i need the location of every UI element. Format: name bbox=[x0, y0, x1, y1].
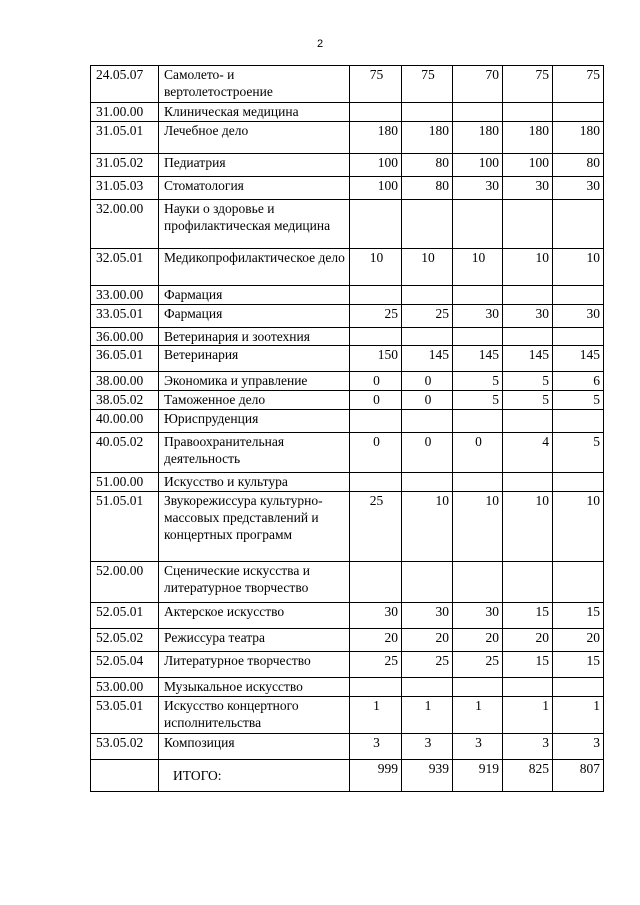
quota-value-1: 3 bbox=[350, 734, 402, 760]
specialty-code: 38.05.02 bbox=[91, 391, 159, 410]
specialty-name: Фармация bbox=[159, 286, 350, 305]
quota-value-5: 10 bbox=[553, 249, 604, 286]
quota-value-1 bbox=[350, 473, 402, 492]
table-row bbox=[91, 249, 604, 286]
table-row bbox=[91, 154, 604, 177]
specialty-code: 31.05.02 bbox=[91, 154, 159, 177]
specialty-name: Самолето- и вертолетостроение bbox=[159, 66, 350, 103]
table-row bbox=[91, 678, 604, 697]
quota-value-2 bbox=[402, 200, 453, 249]
quota-value-4 bbox=[503, 562, 553, 603]
quota-value-3: 5 bbox=[453, 372, 503, 391]
table-row bbox=[91, 473, 604, 492]
quota-value-4: 15 bbox=[503, 603, 553, 629]
specialty-name: Музыкальное искусство bbox=[159, 678, 350, 697]
specialty-code: 33.00.00 bbox=[91, 286, 159, 305]
quota-value-2 bbox=[402, 562, 453, 603]
quota-value-1: 0 bbox=[350, 391, 402, 410]
table-row bbox=[91, 433, 604, 473]
specialty-code: 53.00.00 bbox=[91, 678, 159, 697]
specialty-code bbox=[91, 760, 159, 792]
quota-value-1: 1 bbox=[350, 697, 402, 734]
quota-value-1: 100 bbox=[350, 177, 402, 200]
quota-value-1: 25 bbox=[350, 305, 402, 328]
quota-value-5: 15 bbox=[553, 652, 604, 678]
quota-value-2: 80 bbox=[402, 154, 453, 177]
quota-value-1: 0 bbox=[350, 433, 402, 473]
quota-value-1: 150 bbox=[350, 346, 402, 372]
quota-value-5 bbox=[553, 328, 604, 346]
quota-value-3: 180 bbox=[453, 122, 503, 154]
quota-value-4: 10 bbox=[503, 249, 553, 286]
quota-value-3: 0 bbox=[453, 433, 503, 473]
quota-value-5: 6 bbox=[553, 372, 604, 391]
specialty-name: Педиатрия bbox=[159, 154, 350, 177]
specialty-code: 40.05.02 bbox=[91, 433, 159, 473]
quota-value-2: 10 bbox=[402, 249, 453, 286]
table-row bbox=[91, 697, 604, 734]
specialty-code: 40.00.00 bbox=[91, 410, 159, 433]
specialty-code: 31.05.01 bbox=[91, 122, 159, 154]
admission-quota-table bbox=[90, 65, 604, 792]
quota-value-2: 30 bbox=[402, 603, 453, 629]
quota-value-3: 145 bbox=[453, 346, 503, 372]
quota-value-2 bbox=[402, 678, 453, 697]
specialty-code: 52.05.02 bbox=[91, 629, 159, 652]
quota-value-3: 10 bbox=[453, 492, 503, 562]
table-row bbox=[91, 391, 604, 410]
quota-value-5: 75 bbox=[553, 66, 604, 103]
quota-value-5: 5 bbox=[553, 391, 604, 410]
table-row bbox=[91, 328, 604, 346]
specialty-name: Звукорежиссура культурно-массовых представлений и концертных программ bbox=[159, 492, 350, 562]
specialty-name: Медикопрофилактическое дело bbox=[159, 249, 350, 286]
specialty-name: Режиссура театра bbox=[159, 629, 350, 652]
quota-value-3 bbox=[453, 286, 503, 305]
quota-value-4: 100 bbox=[503, 154, 553, 177]
quota-value-3: 70 bbox=[453, 66, 503, 103]
quota-value-5: 30 bbox=[553, 177, 604, 200]
quota-value-4: 20 bbox=[503, 629, 553, 652]
specialty-name: Юриспруденция bbox=[159, 410, 350, 433]
quota-value-2: 145 bbox=[402, 346, 453, 372]
quota-value-5: 20 bbox=[553, 629, 604, 652]
quota-value-4: 10 bbox=[503, 492, 553, 562]
quota-value-3: 1 bbox=[453, 697, 503, 734]
quota-value-5: 145 bbox=[553, 346, 604, 372]
quota-value-2: 0 bbox=[402, 391, 453, 410]
quota-value-4: 30 bbox=[503, 177, 553, 200]
quota-value-5 bbox=[553, 286, 604, 305]
quota-value-5: 807 bbox=[553, 760, 604, 792]
quota-value-1 bbox=[350, 328, 402, 346]
table-row bbox=[91, 66, 604, 103]
quota-value-2 bbox=[402, 473, 453, 492]
specialty-code: 24.05.07 bbox=[91, 66, 159, 103]
quota-value-4: 180 bbox=[503, 122, 553, 154]
quota-value-4 bbox=[503, 286, 553, 305]
specialty-name: Клиническая медицина bbox=[159, 103, 350, 122]
quota-value-1 bbox=[350, 678, 402, 697]
specialty-code: 36.05.01 bbox=[91, 346, 159, 372]
quota-value-5: 5 bbox=[553, 433, 604, 473]
quota-value-1: 999 bbox=[350, 760, 402, 792]
quota-value-2: 939 bbox=[402, 760, 453, 792]
quota-value-4 bbox=[503, 473, 553, 492]
table-row bbox=[91, 177, 604, 200]
table-row bbox=[91, 603, 604, 629]
specialty-code: 31.00.00 bbox=[91, 103, 159, 122]
quota-value-4: 825 bbox=[503, 760, 553, 792]
quota-value-5: 30 bbox=[553, 305, 604, 328]
quota-value-4: 4 bbox=[503, 433, 553, 473]
specialty-name: Таможенное дело bbox=[159, 391, 350, 410]
quota-value-1 bbox=[350, 200, 402, 249]
quota-value-4: 145 bbox=[503, 346, 553, 372]
table-row bbox=[91, 372, 604, 391]
quota-value-4: 30 bbox=[503, 305, 553, 328]
quota-value-4 bbox=[503, 410, 553, 433]
quota-value-2 bbox=[402, 103, 453, 122]
specialty-name: Искусство концертного исполнительства bbox=[159, 697, 350, 734]
specialty-code: 53.05.02 bbox=[91, 734, 159, 760]
specialty-code: 36.00.00 bbox=[91, 328, 159, 346]
table-row bbox=[91, 734, 604, 760]
specialty-code: 51.05.01 bbox=[91, 492, 159, 562]
quota-value-3: 5 bbox=[453, 391, 503, 410]
quota-value-3: 30 bbox=[453, 177, 503, 200]
quota-value-1: 10 bbox=[350, 249, 402, 286]
page-number: 2 bbox=[316, 38, 324, 50]
quota-value-5 bbox=[553, 678, 604, 697]
table-row bbox=[91, 562, 604, 603]
quota-value-5: 15 bbox=[553, 603, 604, 629]
specialty-code: 38.00.00 bbox=[91, 372, 159, 391]
quota-value-5 bbox=[553, 562, 604, 603]
quota-value-5: 3 bbox=[553, 734, 604, 760]
quota-value-2: 20 bbox=[402, 629, 453, 652]
quota-value-5: 10 bbox=[553, 492, 604, 562]
table-row bbox=[91, 200, 604, 249]
specialty-code: 32.00.00 bbox=[91, 200, 159, 249]
specialty-code: 32.05.01 bbox=[91, 249, 159, 286]
quota-value-5 bbox=[553, 473, 604, 492]
quota-value-4: 75 bbox=[503, 66, 553, 103]
specialty-name: Искусство и культура bbox=[159, 473, 350, 492]
quota-value-4: 15 bbox=[503, 652, 553, 678]
quota-value-4: 3 bbox=[503, 734, 553, 760]
table-row bbox=[91, 286, 604, 305]
quota-value-1 bbox=[350, 103, 402, 122]
specialty-code: 33.05.01 bbox=[91, 305, 159, 328]
specialty-name: Лечебное дело bbox=[159, 122, 350, 154]
table-row bbox=[91, 410, 604, 433]
specialty-name: Науки о здоровье и профилактическая медицина bbox=[159, 200, 350, 249]
specialty-code: 51.00.00 bbox=[91, 473, 159, 492]
quota-value-3 bbox=[453, 473, 503, 492]
quota-value-1 bbox=[350, 562, 402, 603]
quota-value-3: 30 bbox=[453, 305, 503, 328]
quota-value-3 bbox=[453, 103, 503, 122]
quota-value-1: 100 bbox=[350, 154, 402, 177]
specialty-name: Ветеринария bbox=[159, 346, 350, 372]
table-row bbox=[91, 492, 604, 562]
quota-value-4 bbox=[503, 328, 553, 346]
quota-value-3 bbox=[453, 328, 503, 346]
specialty-name: Композиция bbox=[159, 734, 350, 760]
quota-value-2: 180 bbox=[402, 122, 453, 154]
table-row bbox=[91, 346, 604, 372]
specialty-name: ИТОГО: bbox=[159, 760, 350, 792]
specialty-code: 31.05.03 bbox=[91, 177, 159, 200]
quota-value-5 bbox=[553, 410, 604, 433]
quota-value-2 bbox=[402, 328, 453, 346]
quota-value-4: 5 bbox=[503, 372, 553, 391]
quota-value-3: 100 bbox=[453, 154, 503, 177]
quota-value-3 bbox=[453, 410, 503, 433]
quota-value-3: 30 bbox=[453, 603, 503, 629]
quota-value-5: 1 bbox=[553, 697, 604, 734]
total-row bbox=[91, 760, 604, 792]
table-row bbox=[91, 652, 604, 678]
specialty-name: Актерское искусство bbox=[159, 603, 350, 629]
quota-value-5: 180 bbox=[553, 122, 604, 154]
specialty-name: Правоохранительная деятельность bbox=[159, 433, 350, 473]
specialty-name: Ветеринария и зоотехния bbox=[159, 328, 350, 346]
quota-value-2: 10 bbox=[402, 492, 453, 562]
quota-value-2 bbox=[402, 410, 453, 433]
quota-value-2: 1 bbox=[402, 697, 453, 734]
quota-value-4 bbox=[503, 103, 553, 122]
quota-value-1: 20 bbox=[350, 629, 402, 652]
quota-value-2: 25 bbox=[402, 305, 453, 328]
quota-value-1: 30 bbox=[350, 603, 402, 629]
quota-value-3: 3 bbox=[453, 734, 503, 760]
quota-value-2: 0 bbox=[402, 372, 453, 391]
quota-value-4: 5 bbox=[503, 391, 553, 410]
table-row bbox=[91, 629, 604, 652]
specialty-code: 52.05.01 bbox=[91, 603, 159, 629]
quota-value-4 bbox=[503, 678, 553, 697]
specialty-code: 52.00.00 bbox=[91, 562, 159, 603]
quota-value-1 bbox=[350, 410, 402, 433]
quota-value-2: 0 bbox=[402, 433, 453, 473]
specialty-code: 52.05.04 bbox=[91, 652, 159, 678]
quota-value-4 bbox=[503, 200, 553, 249]
quota-value-1: 0 bbox=[350, 372, 402, 391]
specialty-name: Экономика и управление bbox=[159, 372, 350, 391]
quota-value-3: 25 bbox=[453, 652, 503, 678]
quota-value-1: 75 bbox=[350, 66, 402, 103]
quota-value-5 bbox=[553, 103, 604, 122]
quota-value-2: 3 bbox=[402, 734, 453, 760]
quota-value-1 bbox=[350, 286, 402, 305]
quota-value-1: 180 bbox=[350, 122, 402, 154]
specialty-name: Литературное творчество bbox=[159, 652, 350, 678]
specialty-name: Стоматология bbox=[159, 177, 350, 200]
quota-value-3 bbox=[453, 200, 503, 249]
specialty-code: 53.05.01 bbox=[91, 697, 159, 734]
quota-value-2: 75 bbox=[402, 66, 453, 103]
quota-value-3: 919 bbox=[453, 760, 503, 792]
table-row bbox=[91, 122, 604, 154]
quota-value-4: 1 bbox=[503, 697, 553, 734]
quota-value-1: 25 bbox=[350, 492, 402, 562]
quota-value-3 bbox=[453, 678, 503, 697]
quota-value-2: 80 bbox=[402, 177, 453, 200]
table-row bbox=[91, 305, 604, 328]
quota-value-3: 10 bbox=[453, 249, 503, 286]
quota-value-2 bbox=[402, 286, 453, 305]
quota-value-2: 25 bbox=[402, 652, 453, 678]
table-row bbox=[91, 103, 604, 122]
quota-value-5 bbox=[553, 200, 604, 249]
specialty-name: Фармация bbox=[159, 305, 350, 328]
specialty-name: Сценические искусства и литературное творчество bbox=[159, 562, 350, 603]
quota-value-3 bbox=[453, 562, 503, 603]
quota-value-5: 80 bbox=[553, 154, 604, 177]
quota-value-1: 25 bbox=[350, 652, 402, 678]
quota-value-3: 20 bbox=[453, 629, 503, 652]
